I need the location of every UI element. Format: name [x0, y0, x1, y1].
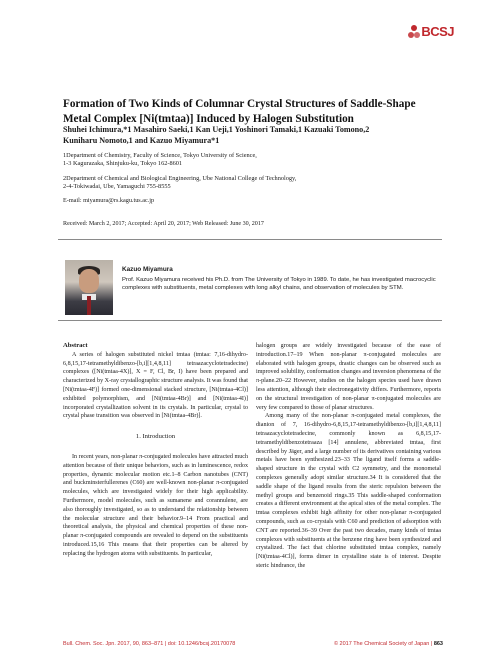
journal-logo-text: BCSJ — [421, 24, 454, 39]
authors-line-1: Shuhei Ichimura,*1 Masahiro Saeki,1 Kan Ueji,1 Yoshinori Tamaki,1 Kazuaki Tomono,2 — [63, 125, 370, 134]
affiliation-1 — [63, 152, 443, 169]
footer-citation[interactable]: Bull. Chem. Soc. Jpn. 2017, 90, 863–871 | doi: 10.1246/bcsj.20170078 — [63, 641, 236, 647]
authors-line-2: Kuniharu Nomoto,1 and Kazuo Miyamura*1 — [63, 136, 220, 145]
affiliation-1-line-2: 1-3 Kagurazaka, Shinjuku-ku, Tokyo 162-8601 — [63, 160, 183, 168]
introduction-paragraph-1-continued: halogen groups are widely investigated because of the ease of introduction.17–19 When non-planar π-conjugated molecules are elaborated with halogen groups, drastic changes can be observed such as improved solubility, conformation changes and inversion phenomena of the π-plane.20–22 However, studies on the halogen species used have drawn less attention, although their electronegativity differs. Furthermore, reports on the structural investigation of non-planar π-conjugated molecules are very few compared to those of planar structures. — [256, 343, 441, 411]
header-divider — [58, 239, 442, 240]
bio-name: Kazuo Miyamura — [122, 266, 173, 273]
page-footer — [63, 641, 443, 647]
introduction-heading: 1. Introduction — [135, 433, 176, 441]
corresponding-email[interactable]: E-mail: miyamura@rs.kagu.tus.ac.jp — [63, 197, 155, 204]
author-list — [63, 124, 443, 146]
abstract-text: A series of halogen substituted nickel tmtaa (tmtaa: 7,16-dihydro-6,8,15,17-tetramethyldibenzo-[b,i][1,4,8,11] tetraazacyclotetradecine) complexes ([Ni(tmtaa-4X)], X = F, Cl, Br, I) have been prepared and characterized by X-ray crystallographic structure analysis. It was found that [Ni(tmtaa-4F)] formed one-dimensional stacked structure, [Ni(tmtaa-4Cl)] exhibited polymorphism, and [Ni(tmtaa-4Br)] and [Ni(tmtaa-4I)] incorporated crystallization solvent in its crystals. In particular, crystal to crystal phase transition was observed in [Ni(tmtaa-4Br)]. — [63, 351, 248, 420]
right-column — [256, 342, 441, 571]
abstract-heading: Abstract — [63, 342, 88, 349]
publication-dates: Received: March 2, 2017; Accepted: April 20, 2017; Web Released: June 30, 2017 — [63, 221, 264, 227]
footer-right — [334, 641, 443, 647]
journal-logo — [408, 24, 454, 39]
bio-text: Prof. Kazuo Miyamura received his Ph.D. from The University of Tokyo in 1989. To date, he has investigated macrocyclic complexes with substituents, metal complexes with long alkyl chains, and observation of molecules by STM. — [122, 277, 436, 292]
author-photo — [65, 260, 113, 315]
affiliation-2-line-1: 2Department of Chemical and Biological Engineering, Ube National College of Technology, — [63, 175, 297, 182]
introduction-paragraph-1: In recent years, non-planar π-conjugated molecules have attracted much attention because of their unique behaviors, such as in luminescence, redox properties, dynamic molecular motion etc.1–8 Carbon nanotubes (CNT) and buckminsterfullerenes (C60) are well-known non-planar π-conjugated molecules, which are investigated widely for their high applicability. Furthermore, model molecules, such as sumanene and corannulene, are also thoroughly investigated, so as to understand the relationship between the molecular structure and their behavior.9–14 From practical and theoretical analysis, the physical and chemical properties of these non-planar π-conjugated compounds are revealed to depend on the substituents introduced.15,16 This means that their properties can be altered by replacing the hydrogen atoms with substituents. In particular, — [63, 453, 248, 557]
article-title: Formation of Two Kinds of Columnar Crystal Structures of Saddle-Shape Metal Complex [Ni(tmtaa)] Induced by Halogen Substitution — [63, 98, 416, 125]
logo-dots-icon — [408, 25, 420, 39]
affiliation-2 — [63, 175, 443, 192]
affiliation-2-line-2: 2-4-Tokiwadai, Ube, Yamaguchi 755-8555 — [63, 183, 171, 191]
page-number: 863 — [433, 641, 443, 647]
affiliation-1-line-1: 1Department of Chemistry, Faculty of Science, Tokyo University of Science, — [63, 152, 257, 159]
bio-divider — [58, 320, 442, 321]
left-column — [63, 342, 248, 559]
footer-copyright: © 2017 The Chemical Society of Japan | — [333, 641, 433, 647]
introduction-paragraph-2: Among many of the non-planar π-conjugated metal complexes, the dianion of 7, 16-dihydro-6,8,15,17-tetramethyldibenzo-[b,i][1,4,8,11] tetraazacyclotetradecine, commonly known as 6,8,15,17-tetramethyldibenzotetraaza [14] annulene, abbreviated tmtaa, first described by Jäger, and a large number of its derivatives containing various metals have been synthesized.23–33 The ligand itself forms a saddle-shaped structure in the crystal with C2 symmetry, and the monometal complexes generally adopt similar structure.34 It is considered that the saddle shape of the ligand results from the steric repulsion between the methyl groups and benzenoid rings.35 This saddle-shaped conformation creates a different environment at the apical sites of the metal complex. The tmtaa complexes exhibit high affinity for other non-planar π-conjugated compounds, such as co-crystals with C60 and prediction of adsorption with CNT are reported.36–39 Over the past two decades, many kinds of tmtaa complexes with substituents at the benzene ring have been synthesized and crystalized. The fact that chlorine substituted tmtaa complex, namely [Ni(tmtaa-4Cl)], forms dimer in crystalline state is of interest. Despite steric hindrance, the — [256, 413, 441, 569]
